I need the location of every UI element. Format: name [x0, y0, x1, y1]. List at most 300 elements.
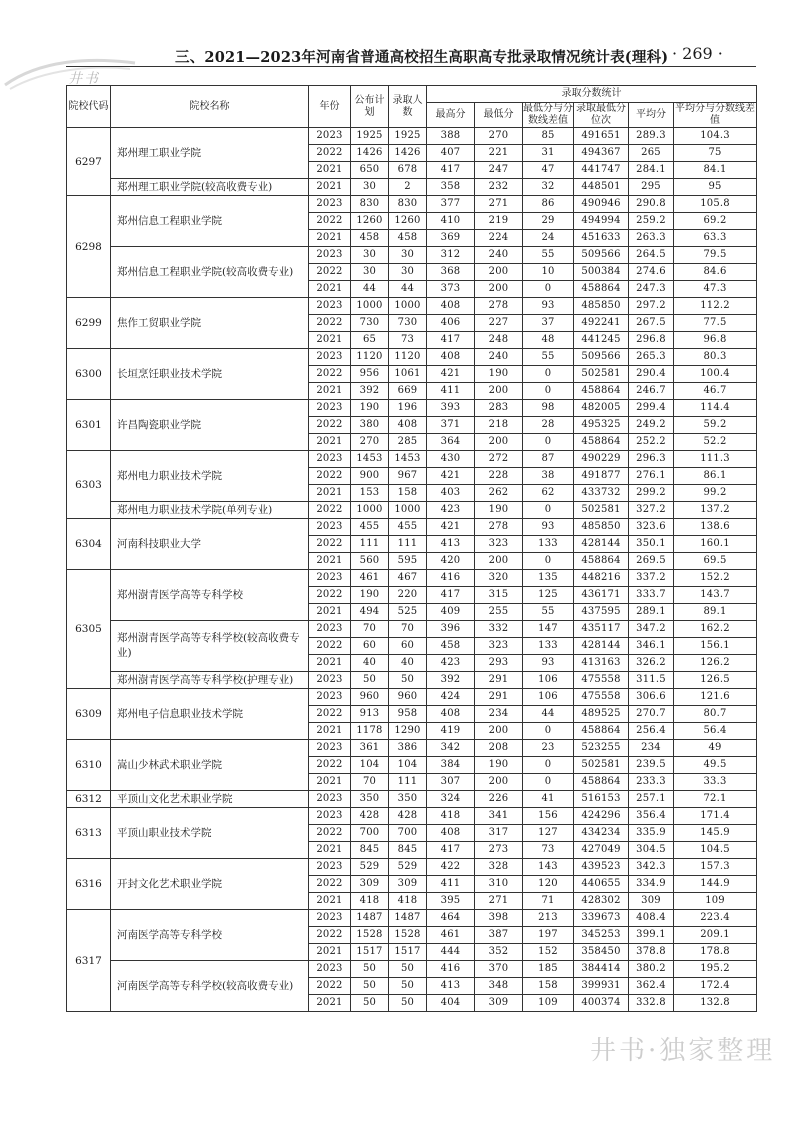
cell-avg-score: 306.6	[629, 689, 674, 706]
col-header-score-group: 录取分数统计	[427, 86, 757, 103]
cell-min-gap: 197	[523, 927, 574, 944]
table-row	[67, 808, 757, 825]
cell-min-gap: 31	[523, 145, 574, 162]
cell-plan: 1178	[351, 723, 389, 740]
cell-plan: 50	[351, 672, 389, 689]
cell-avg-gap: 84.6	[674, 264, 757, 281]
cell-year: 2021	[309, 893, 351, 910]
cell-plan: 1426	[351, 145, 389, 162]
cell-plan: 560	[351, 553, 389, 570]
school-name: 郑州澍青医学高等专科学校	[111, 570, 309, 621]
cell-admitted: 60	[389, 638, 427, 655]
cell-min-gap: 185	[523, 961, 574, 978]
cell-avg-gap: 126.5	[674, 672, 757, 689]
cell-max-score: 368	[427, 264, 475, 281]
cell-year: 2023	[309, 808, 351, 825]
cell-min-score: 234	[475, 706, 523, 723]
cell-avg-gap: 52.2	[674, 434, 757, 451]
cell-avg-gap: 75	[674, 145, 757, 162]
school-code: 6312	[67, 791, 111, 808]
cell-max-score: 358	[427, 179, 475, 196]
cell-year: 2023	[309, 196, 351, 213]
cell-admitted: 967	[389, 468, 427, 485]
cell-max-score: 408	[427, 298, 475, 315]
cell-min-score: 227	[475, 315, 523, 332]
cell-min-score: 323	[475, 536, 523, 553]
cell-admitted: 30	[389, 264, 427, 281]
cell-min-rank: 413163	[574, 655, 629, 672]
school-name: 平顶山文化艺术职业学院	[111, 791, 309, 808]
cell-avg-score: 259.2	[629, 213, 674, 230]
cell-min-rank: 437595	[574, 604, 629, 621]
cell-avg-gap: 162.2	[674, 621, 757, 638]
cell-min-gap: 32	[523, 179, 574, 196]
cell-max-score: 411	[427, 876, 475, 893]
cell-min-rank: 384414	[574, 961, 629, 978]
cell-min-score: 200	[475, 281, 523, 298]
cell-avg-score: 296.8	[629, 332, 674, 349]
table-row	[67, 621, 757, 638]
cell-min-score: 190	[475, 757, 523, 774]
cell-plan: 461	[351, 570, 389, 587]
cell-min-gap: 213	[523, 910, 574, 927]
cell-avg-score: 296.3	[629, 451, 674, 468]
cell-max-score: 384	[427, 757, 475, 774]
cell-avg-gap: 109	[674, 893, 757, 910]
cell-avg-gap: 95	[674, 179, 757, 196]
cell-max-score: 393	[427, 400, 475, 417]
cell-plan: 380	[351, 417, 389, 434]
cell-year: 2023	[309, 740, 351, 757]
cell-min-score: 200	[475, 723, 523, 740]
cell-year: 2021	[309, 332, 351, 349]
cell-min-rank: 339673	[574, 910, 629, 927]
cell-admitted: 111	[389, 774, 427, 791]
cell-year: 2022	[309, 468, 351, 485]
cell-admitted: 960	[389, 689, 427, 706]
cell-min-rank: 491877	[574, 468, 629, 485]
cell-admitted: 40	[389, 655, 427, 672]
cell-avg-gap: 80.3	[674, 349, 757, 366]
cell-min-gap: 0	[523, 553, 574, 570]
cell-plan: 730	[351, 315, 389, 332]
cell-avg-gap: 84.1	[674, 162, 757, 179]
cell-min-score: 218	[475, 417, 523, 434]
cell-max-score: 413	[427, 536, 475, 553]
cell-avg-gap: 33.3	[674, 774, 757, 791]
cell-avg-score: 274.6	[629, 264, 674, 281]
cell-admitted: 1290	[389, 723, 427, 740]
cell-min-rank: 441245	[574, 332, 629, 349]
cell-year: 2021	[309, 485, 351, 502]
cell-admitted: 595	[389, 553, 427, 570]
cell-admitted: 1426	[389, 145, 427, 162]
cell-plan: 50	[351, 995, 389, 1012]
cell-max-score: 403	[427, 485, 475, 502]
cell-max-score: 418	[427, 808, 475, 825]
cell-avg-gap: 59.2	[674, 417, 757, 434]
cell-plan: 40	[351, 655, 389, 672]
table-row	[67, 179, 757, 196]
table-row	[67, 740, 757, 757]
cell-min-rank: 516153	[574, 791, 629, 808]
cell-plan: 455	[351, 519, 389, 536]
cell-min-score: 271	[475, 893, 523, 910]
cell-min-score: 317	[475, 825, 523, 842]
page-title: 三、2021—2023年河南省普通高校招生高职高专批录取情况统计表(理科)	[175, 49, 669, 66]
cell-min-rank: 448216	[574, 570, 629, 587]
cell-max-score: 430	[427, 451, 475, 468]
cell-plan: 70	[351, 774, 389, 791]
cell-year: 2021	[309, 723, 351, 740]
table-row	[67, 400, 757, 417]
col-header-min-rank: 录取最低分位次	[574, 103, 629, 128]
cell-min-gap: 0	[523, 774, 574, 791]
school-name: 郑州澍青医学高等专科学校(较高收费专业)	[111, 621, 309, 672]
cell-year: 2023	[309, 689, 351, 706]
cell-avg-gap: 137.2	[674, 502, 757, 519]
table-body	[67, 128, 757, 1012]
table-row	[67, 961, 757, 978]
col-header-code: 院校代码	[67, 86, 111, 128]
cell-avg-gap: 178.8	[674, 944, 757, 961]
cell-plan: 190	[351, 400, 389, 417]
cell-max-score: 312	[427, 247, 475, 264]
school-code: 6300	[67, 349, 111, 400]
cell-avg-score: 290.4	[629, 366, 674, 383]
cell-admitted: 428	[389, 808, 427, 825]
cell-year: 2023	[309, 672, 351, 689]
cell-plan: 494	[351, 604, 389, 621]
cell-min-rank: 502581	[574, 366, 629, 383]
cell-min-gap: 28	[523, 417, 574, 434]
cell-min-gap: 133	[523, 638, 574, 655]
cell-max-score: 373	[427, 281, 475, 298]
cell-avg-score: 378.8	[629, 944, 674, 961]
cell-max-score: 364	[427, 434, 475, 451]
col-header-name: 院校名称	[111, 86, 309, 128]
cell-max-score: 408	[427, 349, 475, 366]
cell-min-rank: 494994	[574, 213, 629, 230]
cell-min-gap: 23	[523, 740, 574, 757]
cell-min-gap: 0	[523, 281, 574, 298]
cell-min-score: 291	[475, 689, 523, 706]
cell-admitted: 2	[389, 179, 427, 196]
cell-min-rank: 485850	[574, 298, 629, 315]
admissions-table	[66, 85, 757, 1012]
cell-min-rank: 491651	[574, 128, 629, 145]
cell-min-gap: 55	[523, 604, 574, 621]
cell-year: 2022	[309, 366, 351, 383]
cell-avg-gap: 114.4	[674, 400, 757, 417]
cell-plan: 845	[351, 842, 389, 859]
cell-min-gap: 47	[523, 162, 574, 179]
cell-min-rank: 433732	[574, 485, 629, 502]
cell-min-rank: 400374	[574, 995, 629, 1012]
school-code: 6310	[67, 740, 111, 791]
school-name: 焦作工贸职业学院	[111, 298, 309, 349]
cell-max-score: 392	[427, 672, 475, 689]
cell-min-score: 310	[475, 876, 523, 893]
cell-min-score: 278	[475, 519, 523, 536]
cell-avg-score: 290.8	[629, 196, 674, 213]
cell-max-score: 408	[427, 706, 475, 723]
cell-max-score: 461	[427, 927, 475, 944]
cell-min-score: 200	[475, 553, 523, 570]
cell-min-score: 270	[475, 128, 523, 145]
cell-min-score: 200	[475, 774, 523, 791]
table-row	[67, 519, 757, 536]
header-divider	[66, 66, 756, 67]
cell-min-score: 283	[475, 400, 523, 417]
cell-admitted: 1260	[389, 213, 427, 230]
cell-avg-gap: 160.1	[674, 536, 757, 553]
cell-min-gap: 93	[523, 519, 574, 536]
cell-min-gap: 93	[523, 655, 574, 672]
cell-min-gap: 62	[523, 485, 574, 502]
cell-max-score: 444	[427, 944, 475, 961]
table-row	[67, 502, 757, 519]
cell-avg-gap: 105.8	[674, 196, 757, 213]
cell-avg-score: 247.3	[629, 281, 674, 298]
cell-admitted: 196	[389, 400, 427, 417]
cell-avg-gap: 111.3	[674, 451, 757, 468]
school-code: 6317	[67, 910, 111, 1012]
cell-max-score: 413	[427, 978, 475, 995]
cell-min-rank: 458864	[574, 383, 629, 400]
cell-year: 2021	[309, 230, 351, 247]
cell-plan: 1000	[351, 298, 389, 315]
cell-min-score: 341	[475, 808, 523, 825]
cell-min-score: 208	[475, 740, 523, 757]
school-name: 郑州信息工程职业学院(较高收费专业)	[111, 247, 309, 298]
cell-max-score: 396	[427, 621, 475, 638]
cell-admitted: 1000	[389, 502, 427, 519]
cell-avg-gap: 89.1	[674, 604, 757, 621]
cell-min-rank: 424296	[574, 808, 629, 825]
cell-min-gap: 0	[523, 434, 574, 451]
cell-max-score: 416	[427, 961, 475, 978]
cell-plan: 650	[351, 162, 389, 179]
cell-avg-score: 326.2	[629, 655, 674, 672]
cell-max-score: 388	[427, 128, 475, 145]
cell-admitted: 1000	[389, 298, 427, 315]
cell-avg-score: 284.1	[629, 162, 674, 179]
cell-year: 2022	[309, 417, 351, 434]
cell-min-rank: 458864	[574, 774, 629, 791]
school-name: 长垣烹饪职业技术学院	[111, 349, 309, 400]
cell-min-score: 271	[475, 196, 523, 213]
table-row	[67, 689, 757, 706]
cell-admitted: 220	[389, 587, 427, 604]
publisher-logo: 井书	[68, 71, 100, 87]
cell-min-gap: 55	[523, 349, 574, 366]
cell-plan: 309	[351, 876, 389, 893]
cell-min-rank: 475558	[574, 672, 629, 689]
cell-admitted: 408	[389, 417, 427, 434]
cell-admitted: 525	[389, 604, 427, 621]
cell-min-gap: 24	[523, 230, 574, 247]
cell-avg-gap: 152.2	[674, 570, 757, 587]
cell-admitted: 44	[389, 281, 427, 298]
cell-min-rank: 482005	[574, 400, 629, 417]
cell-year: 2023	[309, 961, 351, 978]
cell-plan: 270	[351, 434, 389, 451]
cell-max-score: 417	[427, 842, 475, 859]
cell-min-rank: 448501	[574, 179, 629, 196]
cell-min-score: 190	[475, 366, 523, 383]
cell-plan: 30	[351, 247, 389, 264]
cell-year: 2022	[309, 638, 351, 655]
cell-admitted: 1925	[389, 128, 427, 145]
cell-year: 2021	[309, 383, 351, 400]
cell-avg-score: 276.1	[629, 468, 674, 485]
cell-admitted: 50	[389, 961, 427, 978]
cell-avg-gap: 86.1	[674, 468, 757, 485]
school-code: 6309	[67, 689, 111, 740]
cell-year: 2021	[309, 944, 351, 961]
school-name: 郑州理工职业学院(较高收费专业)	[111, 179, 309, 196]
cell-min-rank: 440655	[574, 876, 629, 893]
cell-admitted: 70	[389, 621, 427, 638]
cell-avg-gap: 80.7	[674, 706, 757, 723]
cell-min-gap: 0	[523, 502, 574, 519]
cell-admitted: 104	[389, 757, 427, 774]
cell-min-rank: 509566	[574, 247, 629, 264]
cell-min-rank: 439523	[574, 859, 629, 876]
cell-avg-gap: 100.4	[674, 366, 757, 383]
cell-min-score: 248	[475, 332, 523, 349]
cell-avg-gap: 63.3	[674, 230, 757, 247]
cell-max-score: 421	[427, 519, 475, 536]
cell-admitted: 386	[389, 740, 427, 757]
cell-plan: 104	[351, 757, 389, 774]
cell-avg-gap: 145.9	[674, 825, 757, 842]
cell-avg-score: 323.6	[629, 519, 674, 536]
cell-max-score: 342	[427, 740, 475, 757]
cell-avg-gap: 138.6	[674, 519, 757, 536]
school-name: 河南医学高等专科学校(较高收费专业)	[111, 961, 309, 1012]
cell-year: 2023	[309, 247, 351, 264]
cell-max-score: 417	[427, 162, 475, 179]
table-row	[67, 570, 757, 587]
cell-avg-score: 249.2	[629, 417, 674, 434]
cell-min-rank: 434234	[574, 825, 629, 842]
cell-min-rank: 458864	[574, 723, 629, 740]
cell-min-rank: 475558	[574, 689, 629, 706]
cell-avg-gap: 56.4	[674, 723, 757, 740]
cell-min-score: 247	[475, 162, 523, 179]
cell-max-score: 377	[427, 196, 475, 213]
cell-min-rank: 458864	[574, 281, 629, 298]
cell-year: 2021	[309, 162, 351, 179]
cell-avg-score: 256.4	[629, 723, 674, 740]
cell-max-score: 417	[427, 587, 475, 604]
cell-avg-score: 257.1	[629, 791, 674, 808]
school-name: 开封文化艺术职业学院	[111, 859, 309, 910]
col-header-year: 年份	[309, 86, 351, 128]
cell-year: 2023	[309, 570, 351, 587]
cell-year: 2022	[309, 145, 351, 162]
cell-max-score: 408	[427, 825, 475, 842]
cell-min-score: 328	[475, 859, 523, 876]
table-row	[67, 451, 757, 468]
col-header-avg-gap: 平均分与分数线差值	[675, 103, 756, 126]
cell-plan: 458	[351, 230, 389, 247]
cell-min-rank: 523255	[574, 740, 629, 757]
cell-admitted: 50	[389, 995, 427, 1012]
cell-max-score: 395	[427, 893, 475, 910]
cell-admitted: 678	[389, 162, 427, 179]
cell-min-rank: 428144	[574, 638, 629, 655]
cell-min-score: 228	[475, 468, 523, 485]
cell-year: 2021	[309, 604, 351, 621]
cell-min-score: 348	[475, 978, 523, 995]
cell-avg-score: 267.5	[629, 315, 674, 332]
cell-min-gap: 44	[523, 706, 574, 723]
cell-max-score: 419	[427, 723, 475, 740]
cell-min-gap: 158	[523, 978, 574, 995]
cell-avg-score: 408.4	[629, 910, 674, 927]
cell-avg-gap: 96.8	[674, 332, 757, 349]
cell-min-score: 273	[475, 842, 523, 859]
cell-min-score: 370	[475, 961, 523, 978]
cell-min-gap: 133	[523, 536, 574, 553]
cell-avg-score: 335.9	[629, 825, 674, 842]
cell-year: 2022	[309, 587, 351, 604]
cell-year: 2021	[309, 774, 351, 791]
cell-admitted: 1528	[389, 927, 427, 944]
cell-avg-gap: 156.1	[674, 638, 757, 655]
cell-avg-gap: 77.5	[674, 315, 757, 332]
cell-avg-score: 332.8	[629, 995, 674, 1012]
cell-min-rank: 358450	[574, 944, 629, 961]
cell-avg-score: 347.2	[629, 621, 674, 638]
cell-avg-score: 327.2	[629, 502, 674, 519]
cell-max-score: 410	[427, 213, 475, 230]
cell-avg-score: 295	[629, 179, 674, 196]
cell-avg-score: 337.2	[629, 570, 674, 587]
cell-year: 2021	[309, 281, 351, 298]
school-code: 6305	[67, 570, 111, 689]
cell-min-score: 226	[475, 791, 523, 808]
cell-year: 2023	[309, 910, 351, 927]
cell-plan: 830	[351, 196, 389, 213]
cell-min-rank: 490946	[574, 196, 629, 213]
cell-plan: 913	[351, 706, 389, 723]
cell-avg-gap: 104.5	[674, 842, 757, 859]
cell-min-score: 200	[475, 383, 523, 400]
school-name: 郑州理工职业学院	[111, 128, 309, 179]
cell-year: 2021	[309, 553, 351, 570]
cell-max-score: 421	[427, 468, 475, 485]
cell-year: 2023	[309, 451, 351, 468]
cell-year: 2022	[309, 213, 351, 230]
table-row	[67, 298, 757, 315]
cell-plan: 960	[351, 689, 389, 706]
cell-avg-score: 289.1	[629, 604, 674, 621]
cell-plan: 361	[351, 740, 389, 757]
cell-year: 2022	[309, 825, 351, 842]
cell-min-gap: 87	[523, 451, 574, 468]
cell-avg-gap: 143.7	[674, 587, 757, 604]
cell-year: 2022	[309, 315, 351, 332]
cell-min-score: 262	[475, 485, 523, 502]
cell-year: 2021	[309, 179, 351, 196]
cell-min-score: 232	[475, 179, 523, 196]
cell-min-score: 320	[475, 570, 523, 587]
table-row	[67, 247, 757, 264]
